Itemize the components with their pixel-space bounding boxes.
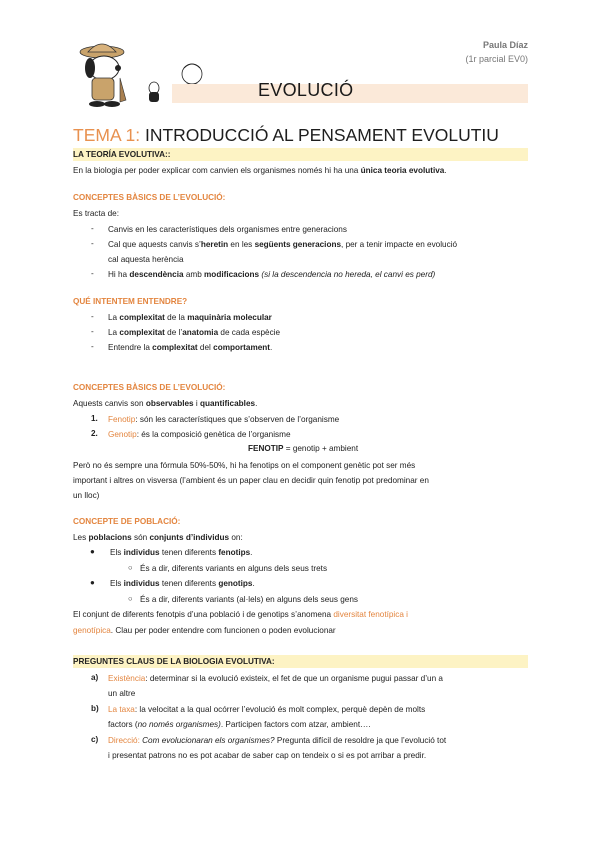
author-block [465,38,528,66]
heading-teoria-evolutiva: LA TEORÍA EVOLUTIVA:: [73,150,171,159]
intro-es-tracta: Es tracta de: [73,209,119,218]
bullet-circle: ○ [128,563,133,572]
list-item-continued: un altre [108,689,136,698]
list-marker: c) [91,735,99,744]
dash-bullet: - [91,327,94,336]
list-item-genotip: Genotip: és la composició genètica de l’organisme [108,430,291,439]
paragraph-line: important i altres on visversa (l’ambient és un paper clau en decidir quin fenotip pot predominar en [73,476,429,485]
list-item: La complexitat de l’anatomia de cada espècie [108,328,281,337]
bullet-dot: ● [90,578,95,587]
list-item: Canvis en les característiques dels organismes entre generacions [108,225,347,234]
list-item: Hi ha descendència amb modificacions (si la descendencia no hereda, el canvi es perd) [108,270,436,279]
list-item-continued: cal aquesta herència [108,255,184,264]
sub-list-item: És a dir, diferents variants en alguns dels seus trets [140,564,328,573]
bullet-dot: ● [90,547,95,556]
intro-observables: Aquests canvis son observables i quantificables. [73,399,258,408]
list-item-continued: factors (no només organismes). Participen factors com atzar, ambient…. [108,720,371,729]
list-marker: a) [91,673,99,682]
list-item: Entendre la complexitat del comportament. [108,343,273,352]
dash-bullet: - [91,312,94,321]
tema-title: INTRODUCCIÓ AL PENSAMENT EVOLUTIU [140,125,499,145]
list-item: Els individus tenen diferents fenotips. [110,548,253,557]
document-title: EVOLUCIÓ [258,80,354,100]
list-item: Els individus tenen diferents genotips. [110,579,255,588]
list-item-direccio: Direcció: Com evolucionaran els organismes? Pregunta difícil de resoldre ja que l’evolució tot [108,736,447,745]
dash-bullet: - [91,224,94,233]
dash-bullet: - [91,239,94,248]
paragraph-line: un lloc) [73,491,100,500]
list-item-existencia: Existència: determinar si la evolució existeix, el fet de que un organisme pugui passar d’un a [108,674,443,683]
author-name: Paula Díaz [482,40,528,50]
intro-poblacions: Les poblacions són conjunts d’individus on: [73,533,243,542]
list-marker: b) [91,704,99,713]
heading-conceptes-1: CONCEPTES BÀSICS DE L’EVOLUCIÓ: [73,193,226,202]
tema-heading [73,125,499,146]
heading-preguntes: PREGUNTES CLAUS DE LA BIOLOGIA EVOLUTIVA: [73,657,275,666]
dash-bullet: - [91,342,94,351]
paragraph-line: El conjunt de diferents fenotpis d’una població i de genotips s’anomena diversitat fenotípica i [73,610,408,619]
bullet-circle: ○ [128,594,133,603]
dash-bullet: - [91,269,94,278]
sub-list-item: És a dir, diferents variants (al·lels) en alguns dels seus gens [140,595,358,604]
list-item-continued: i presentat patrons no es pot acabar de saber cap on tendeix o si es pot arribar a predir. [108,751,427,760]
paragraph-teoria: En la biologia per poder explicar com canvien els organismes només hi ha una única teoria evolutiva. [73,166,447,175]
heading-conceptes-2: CONCEPTES BÀSICS DE L’EVOLUCIÓ: [73,383,226,392]
list-item: La complexitat de la maquinària molecular [108,313,272,322]
tema-number: TEMA 1: [73,125,141,145]
heading-poblacio: CONCEPTE DE POBLACIÓ: [73,517,181,526]
paragraph-line: Però no és sempre una fórmula 50%-50%, hi ha fenotips on el component genètic pot ser més [73,461,416,470]
list-item: Cal que aquests canvis s’heretin en les següents generacions, per a tenir impacte en evolució [108,240,458,249]
formula-fenotip: FENOTIP = genotip + ambient [248,444,359,453]
numbered-marker: 1. [91,414,98,423]
list-item-taxa: La taxa: la velocitat a la qual ocórrer l’evolució és molt complex, perquè depèn de molts [108,705,426,714]
course-label: (1r parcial EV0) [465,54,528,64]
heading-que-intentem: QUÉ INTENTEM ENTENDRE? [73,297,188,306]
numbered-marker: 2. [91,429,98,438]
list-item-fenotip: Fenotip: són les característiques que s’observen de l’organisme [108,415,340,424]
paragraph-line: genotípica. Clau per poder entendre com funcionen o poden evolucionar [73,626,336,635]
